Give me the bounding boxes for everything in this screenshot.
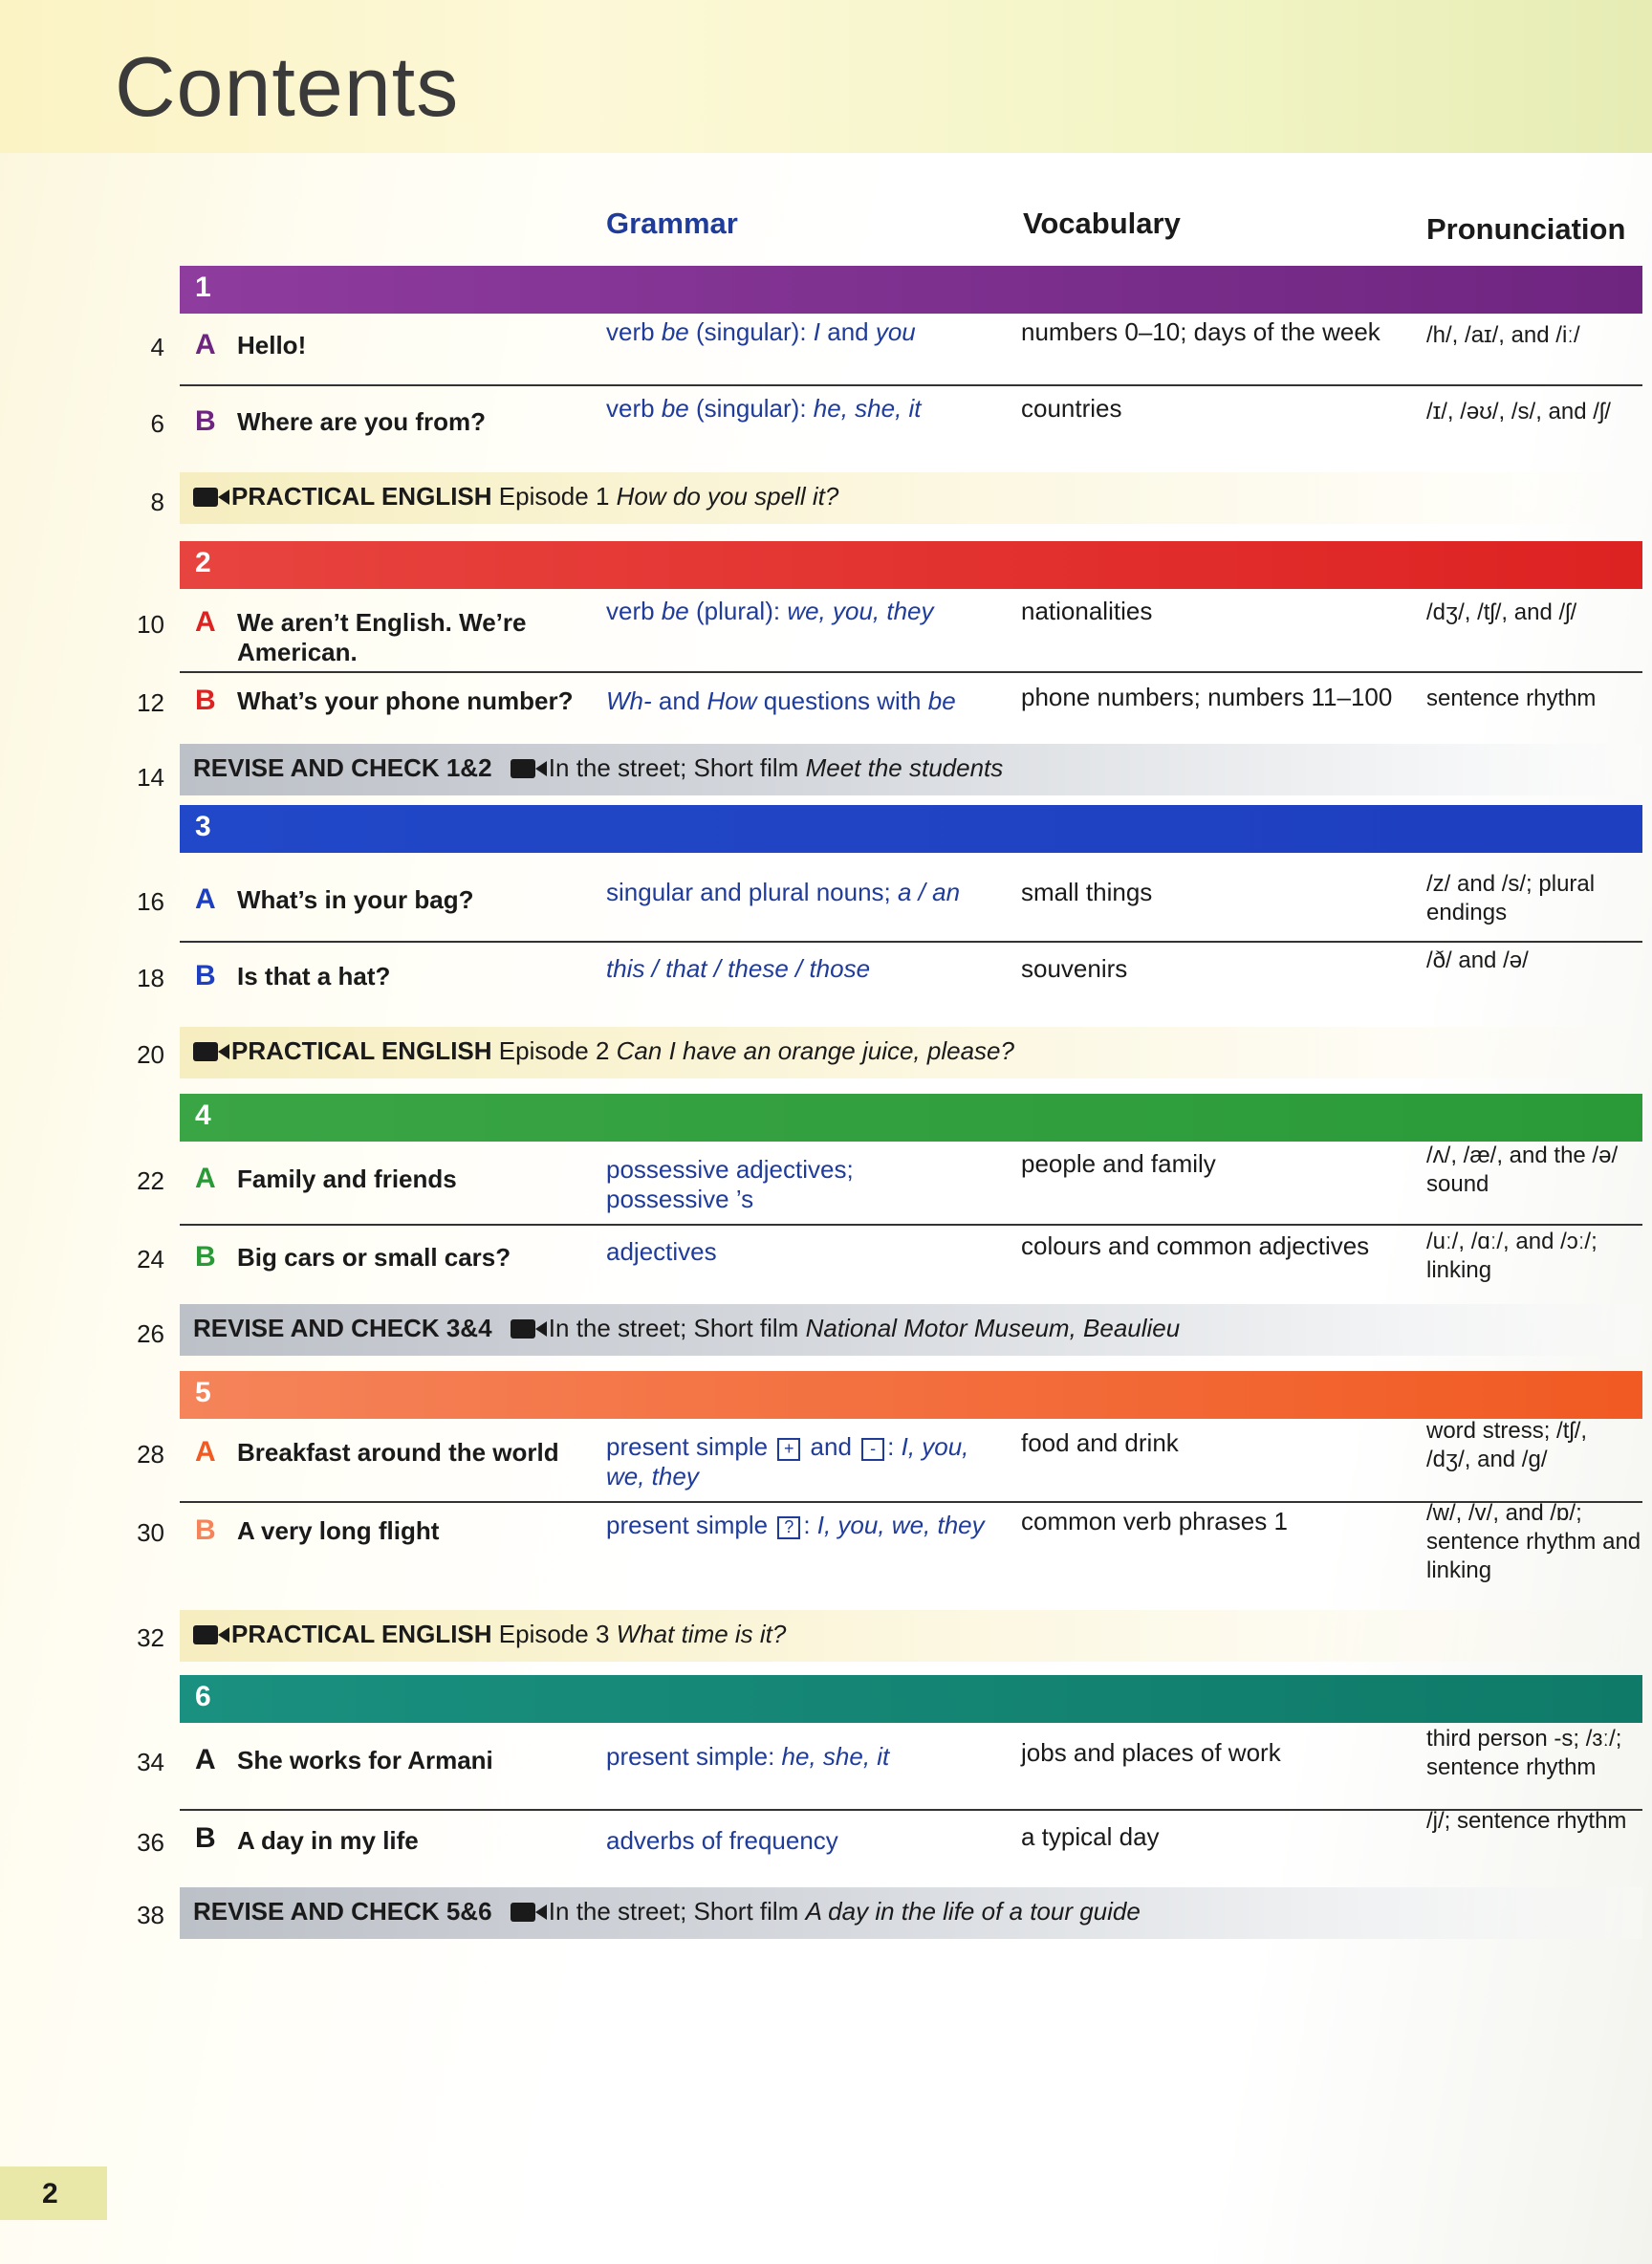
lesson-grammar: adverbs of frequency bbox=[606, 1826, 838, 1855]
column-header-vocabulary: Vocabulary bbox=[1023, 207, 1181, 240]
revise-and-check-1-2[interactable]: REVISE AND CHECK 1&2 In the street; Short film Meet the students bbox=[180, 744, 1642, 795]
page-number: 14 bbox=[137, 763, 164, 792]
page-number: 22 bbox=[137, 1166, 164, 1195]
lesson-grammar: present simple ? : I, you, we, they bbox=[606, 1511, 985, 1539]
lesson-title: What’s in your bag? bbox=[237, 885, 474, 914]
row-divider bbox=[180, 941, 1642, 943]
lesson-letter: B bbox=[195, 1241, 216, 1273]
column-header-grammar: Grammar bbox=[606, 207, 738, 240]
lesson-row-1b[interactable] bbox=[0, 394, 1652, 467]
lesson-letter: A bbox=[195, 1744, 216, 1775]
page-number: 36 bbox=[137, 1828, 164, 1857]
lesson-row-3a[interactable] bbox=[0, 870, 1652, 937]
unit-2-bar bbox=[180, 541, 1642, 589]
lesson-pronunciation: /j/; sentence rhythm bbox=[1426, 1808, 1627, 1834]
unit-number: 5 bbox=[195, 1377, 211, 1408]
lesson-vocabulary: people and family bbox=[1021, 1149, 1216, 1178]
page-number: 24 bbox=[137, 1245, 164, 1274]
lesson-pronunciation: /w/, /v/, and /ɒ/; sentence rhythm and linking bbox=[1426, 1500, 1641, 1583]
row-divider bbox=[180, 384, 1642, 386]
lesson-grammar: singular and plural nouns; a / an bbox=[606, 878, 961, 906]
unit-number: 6 bbox=[195, 1681, 211, 1712]
lesson-vocabulary: countries bbox=[1021, 394, 1122, 423]
practical-english-3[interactable]: PRACTICAL ENGLISH Episode 3 What time is it? bbox=[180, 1610, 1642, 1662]
revise-and-check-3-4[interactable]: REVISE AND CHECK 3&4 In the street; Short film National Motor Museum, Beaulieu bbox=[180, 1304, 1642, 1356]
lesson-title: Hello! bbox=[237, 331, 307, 359]
lesson-letter: A bbox=[195, 606, 216, 638]
lesson-grammar: possessive adjectives; possessive ’s bbox=[606, 1155, 854, 1213]
page-number: 30 bbox=[137, 1518, 164, 1547]
lesson-row-2a[interactable] bbox=[0, 597, 1652, 669]
lesson-pronunciation: word stress; /tʃ/, /dʒ/, and /g/ bbox=[1426, 1418, 1588, 1472]
lesson-letter: B bbox=[195, 1514, 216, 1546]
lesson-vocabulary: souvenirs bbox=[1021, 954, 1128, 983]
lesson-grammar: present simple + and - : I, you, we, they bbox=[606, 1432, 969, 1491]
lesson-letter: A bbox=[195, 1436, 216, 1468]
video-camera-icon bbox=[193, 1625, 218, 1644]
lesson-grammar: verb be (singular): he, she, it bbox=[606, 394, 922, 423]
lesson-pronunciation: /dʒ/, /tʃ/, and /ʃ/ bbox=[1426, 599, 1577, 625]
lesson-row-6a[interactable] bbox=[0, 1726, 1652, 1803]
lesson-grammar: Wh- and How questions with be bbox=[606, 686, 956, 715]
column-header-pronunciation: Pronunciation bbox=[1426, 212, 1626, 246]
lesson-pronunciation: /uː/, /ɑː/, and /ɔː/; linking bbox=[1426, 1229, 1598, 1283]
lesson-pronunciation: /h/, /aɪ/, and /iː/ bbox=[1426, 322, 1580, 348]
row-divider bbox=[180, 1224, 1642, 1226]
lesson-vocabulary: colours and common adjectives bbox=[1021, 1231, 1370, 1260]
unit-3-bar bbox=[180, 805, 1642, 853]
lesson-title: Family and friends bbox=[237, 1165, 457, 1193]
practical-english-2[interactable]: PRACTICAL ENGLISH Episode 2 Can I have an orange juice, please? bbox=[180, 1027, 1642, 1078]
lesson-row-4a[interactable] bbox=[0, 1143, 1652, 1214]
lesson-title: Breakfast around the world bbox=[237, 1438, 559, 1467]
unit-6-bar bbox=[180, 1675, 1642, 1723]
video-camera-icon bbox=[511, 1903, 535, 1922]
page-number: 16 bbox=[137, 887, 164, 916]
lesson-grammar: this / that / these / those bbox=[606, 954, 871, 983]
lesson-title: Is that a hat? bbox=[237, 962, 391, 990]
lesson-letter: B bbox=[195, 1822, 216, 1854]
row-divider bbox=[180, 1809, 1642, 1811]
row-divider bbox=[180, 671, 1642, 673]
lesson-vocabulary: common verb phrases 1 bbox=[1021, 1507, 1288, 1535]
video-camera-icon bbox=[193, 1042, 218, 1061]
practical-english-1[interactable]: PRACTICAL ENGLISH Episode 1 How do you spell it? bbox=[180, 472, 1642, 524]
lesson-title: She works for Armani bbox=[237, 1746, 493, 1774]
lesson-title: A day in my life bbox=[237, 1826, 419, 1855]
lesson-letter: A bbox=[195, 329, 216, 360]
revise-and-check-5-6[interactable]: REVISE AND CHECK 5&6 In the street; Short film A day in the life of a tour guide bbox=[180, 1887, 1642, 1939]
lesson-vocabulary: phone numbers; numbers 11–100 bbox=[1021, 683, 1393, 711]
lesson-pronunciation: third person -s; /ɜː/; sentence rhythm bbox=[1426, 1726, 1622, 1780]
lesson-grammar: present simple: he, she, it bbox=[606, 1742, 890, 1771]
lesson-letter: B bbox=[195, 405, 216, 437]
page-title: Contents bbox=[115, 39, 460, 134]
lesson-row-5b[interactable] bbox=[0, 1500, 1652, 1583]
lesson-title: We aren’t English. We’re American. bbox=[237, 608, 527, 666]
page-number: 20 bbox=[137, 1040, 164, 1069]
lesson-grammar: verb be (plural): we, you, they bbox=[606, 597, 934, 625]
unit-number: 4 bbox=[195, 1099, 211, 1131]
lesson-vocabulary: jobs and places of work bbox=[1021, 1738, 1281, 1767]
lesson-letter: A bbox=[195, 883, 216, 915]
lesson-vocabulary: a typical day bbox=[1021, 1822, 1160, 1851]
lesson-title: A very long flight bbox=[237, 1516, 440, 1545]
lesson-row-5a[interactable] bbox=[0, 1418, 1652, 1491]
row-divider bbox=[180, 1501, 1642, 1503]
footer-page-number: 2 bbox=[0, 2166, 107, 2220]
lesson-letter: A bbox=[195, 1163, 216, 1194]
lesson-vocabulary: nationalities bbox=[1021, 597, 1153, 625]
unit-number: 1 bbox=[195, 272, 211, 303]
lesson-vocabulary: food and drink bbox=[1021, 1428, 1179, 1457]
page-number: 18 bbox=[137, 964, 164, 992]
lesson-grammar: verb be (singular): I and you bbox=[606, 317, 916, 346]
unit-number: 2 bbox=[195, 547, 211, 578]
lesson-title: Where are you from? bbox=[237, 407, 487, 436]
page-number: 8 bbox=[150, 488, 164, 516]
page-number: 4 bbox=[150, 333, 164, 361]
lesson-title: What’s your phone number? bbox=[237, 686, 574, 715]
lesson-letter: B bbox=[195, 960, 216, 991]
lesson-title: Big cars or small cars? bbox=[237, 1243, 511, 1272]
unit-number: 3 bbox=[195, 811, 211, 842]
page-number: 10 bbox=[137, 610, 164, 639]
lesson-pronunciation: /ɪ/, /əʊ/, /s/, and /ʃ/ bbox=[1426, 399, 1611, 424]
lesson-pronunciation: sentence rhythm bbox=[1426, 686, 1597, 711]
page-number: 28 bbox=[137, 1440, 164, 1469]
lesson-pronunciation: /z/ and /s/; plural endings bbox=[1426, 871, 1596, 925]
lesson-pronunciation: /ð/ and /ə/ bbox=[1426, 947, 1529, 973]
lesson-vocabulary: small things bbox=[1021, 878, 1153, 906]
lesson-letter: B bbox=[195, 685, 216, 716]
lesson-grammar: adjectives bbox=[606, 1237, 717, 1266]
page-number: 26 bbox=[137, 1319, 164, 1348]
lesson-vocabulary: numbers 0–10; days of the week bbox=[1021, 317, 1380, 346]
page-number: 32 bbox=[137, 1623, 164, 1652]
unit-4-bar bbox=[180, 1094, 1642, 1142]
video-camera-icon bbox=[511, 1319, 535, 1339]
lesson-pronunciation: /ʌ/, /æ/, and the /ə/ sound bbox=[1426, 1143, 1619, 1197]
page-number: 12 bbox=[137, 688, 164, 717]
page-number: 38 bbox=[137, 1901, 164, 1929]
lesson-row-6b[interactable] bbox=[0, 1808, 1652, 1883]
lesson-row-2b[interactable] bbox=[0, 681, 1652, 748]
lesson-row-3b[interactable] bbox=[0, 947, 1652, 1017]
unit-1-bar bbox=[180, 266, 1642, 314]
lesson-row-4b[interactable] bbox=[0, 1229, 1652, 1300]
video-camera-icon bbox=[193, 488, 218, 507]
lesson-row-1a[interactable] bbox=[0, 317, 1652, 392]
unit-5-bar bbox=[180, 1371, 1642, 1419]
page-number: 6 bbox=[150, 409, 164, 438]
page-number: 34 bbox=[137, 1748, 164, 1776]
video-camera-icon bbox=[511, 759, 535, 778]
